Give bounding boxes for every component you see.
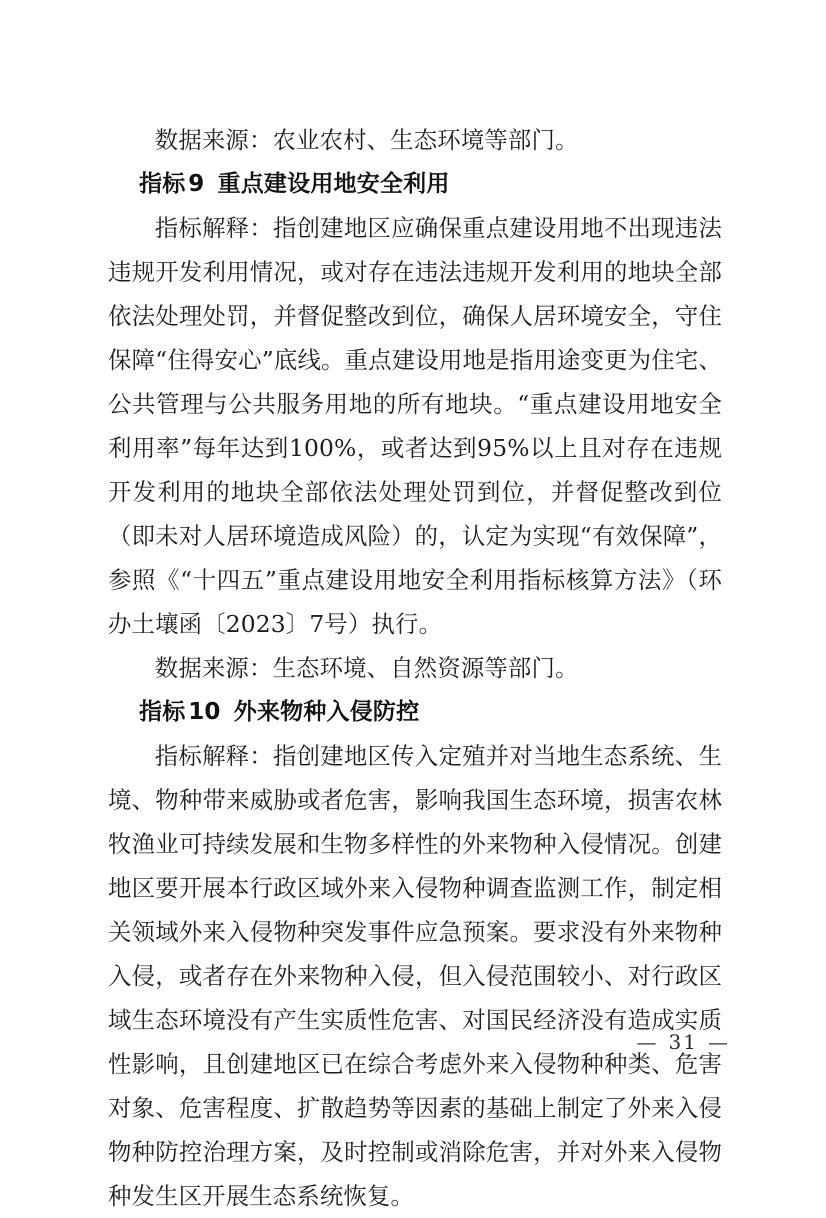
folio-number: 31 — [668, 1030, 698, 1054]
indicator-9-prefix: 指标 — [139, 171, 186, 197]
indicator-9-explanation: 指标解释：指创建地区应确保重点建设用地不出现违法违规开发利用情况，或对存在违法违规开发利用的地块全部依法处理处罚，并督促整改到位，确保人居环境安全，守住保障“住得安心”底线。重点建设用地是指用途变更为住宅、公共管理与公共服务用地的所有地块。“重点建设用地安全利用率”每年达到100%，或者达到95%以上且对存在违规开发利用的地块全部依法处理处罚到位，并督促整改到位（即未对人居环境造成风险）的，认定为实现“有效保障”，参照《“十四五”重点建设用地安全利用指标核算方法》（环办土壤函〔2023〕7号）执行。 — [108, 214, 722, 638]
indicator-10-heading — [108, 690, 722, 734]
page-number-footer — [0, 1030, 740, 1054]
indicator-10-explanation: 指标解释：指创建地区传入定殖并对当地生态系统、生境、物种带来威胁或者危害，影响我国生态环境，损害农林牧渔业可持续发展和生物多样性的外来物种入侵情况。创建地区要开展本行政区域外来入侵物种调查监测工作，制定相关领域外来入侵物种突发事件应急预案。要求没有外来物种入侵，或者存在外来物种入侵，但入侵范围较小、对行政区域生态环境没有产生实质性危害、对国民经济没有造成实质性影响，且创建地区已在综合考虑外来入侵物种种类、危害对象、危害程度、扩散趋势等因素的基础上制定了外来入侵物种防控治理方案，及时控制或消除危害，并对外来入侵物种发生区开展生态系统恢复。 — [108, 742, 722, 1210]
indicator-9-title: 重点建设用地安全利用 — [217, 171, 450, 197]
indicator-10-number: 10 — [188, 699, 221, 725]
indicator-9-number: 9 — [188, 171, 205, 197]
indicator-9-heading — [108, 162, 722, 206]
indicator-10-title: 外来物种入侵防控 — [233, 699, 420, 725]
folio-dash-left: — — [636, 1030, 659, 1054]
folio-dash-right: — — [708, 1030, 730, 1054]
data-source-line-1: 数据来源：农业农村、生态环境等部门。 — [154, 126, 579, 154]
data-source-line-2: 数据来源：生态环境、自然资源等部门。 — [154, 654, 579, 682]
indicator-10-prefix: 指标 — [139, 699, 186, 725]
